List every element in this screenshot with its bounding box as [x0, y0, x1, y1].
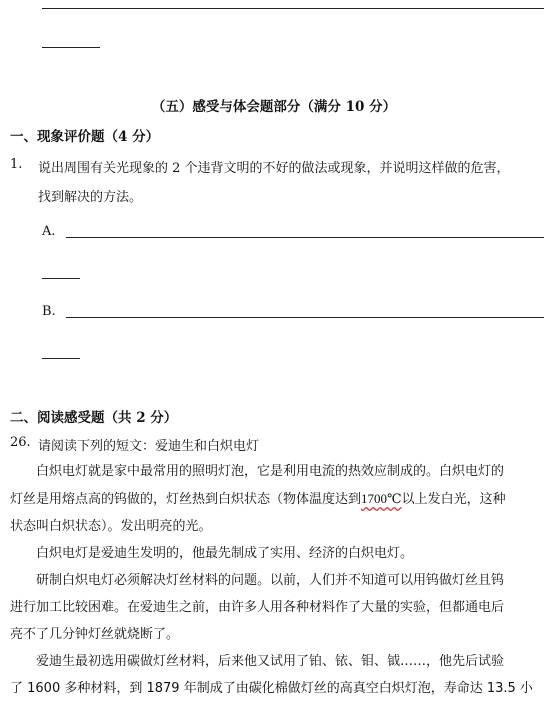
answer-b-label: B.: [42, 304, 56, 319]
part1-heading: 一、现象评价题（4 分）: [10, 129, 160, 145]
paragraph-3-line1: 研制白炽电灯必须解决灯丝材料的问题。以前，人们并不知道可以用钨做灯丝且钨: [36, 573, 505, 588]
answer-a-line[interactable]: [66, 237, 544, 238]
question-1-number: 1.: [10, 157, 23, 172]
answer-a-label: A.: [42, 224, 56, 239]
paragraph-1-line3: 状态叫白炽状态）。发出明亮的光。: [10, 519, 212, 534]
paragraph-4-line2: 了 1600 多种材料，到 1879 年制成了由碳化棉做灯丝的高真空白炽灯泡，寿命达 13.5 小: [10, 681, 533, 696]
paragraph-1-line1: 白炽电灯就是家中最常用的照明灯泡，它是利用电流的热效应制成的。白炽电灯的: [36, 464, 505, 479]
answer-a-line-short[interactable]: [42, 278, 80, 279]
temperature-value: 1700℃: [361, 491, 402, 506]
answer-b-line[interactable]: [66, 317, 544, 318]
answer-b-line-short[interactable]: [42, 358, 80, 359]
part2-heading: 二、阅读感受题（共 2 分）: [10, 410, 178, 426]
answer-line-top-short: [42, 47, 100, 48]
section-title: （五）感受与体会题部分（满分 10 分）: [151, 99, 397, 115]
reading-passage: [10, 458, 544, 702]
paragraph-3-line2: 进行加工比较困难。在爱迪生之前，由许多人用各种材料作了大量的实验，但都通电后: [10, 600, 505, 615]
paragraph-1-line2-b: 以上发白光，这种: [401, 492, 506, 507]
paragraph-4-line1: 爱迪生最初选用碳做灯丝材料，后来他又试用了铂、铱、钼、钺……，他先后试验: [36, 654, 505, 669]
question-1-line2: 找到解决的方法。: [38, 190, 143, 205]
paragraph-1-line2-a: 灯丝是用熔点高的钨做的，灯丝热到白炽状态（物体温度达到: [10, 492, 362, 507]
question-1-line1: 说出周围有关光现象的 2 个违背文明的不好的做法或现象，并说明这样做的危害，: [38, 161, 510, 176]
answer-line-top: [42, 8, 544, 9]
paragraph-1-line2: [10, 485, 544, 513]
paragraph-2: 白炽电灯是爱迪生发明的，他最先制成了实用、经济的白炽电灯。: [36, 546, 414, 561]
question-26-number: 26.: [10, 435, 31, 450]
question-26-title: 请阅读下列的短文：爱迪生和白炽电灯: [38, 439, 260, 454]
paragraph-3-line3: 亮不了几分钟灯丝就烧断了。: [10, 627, 180, 642]
